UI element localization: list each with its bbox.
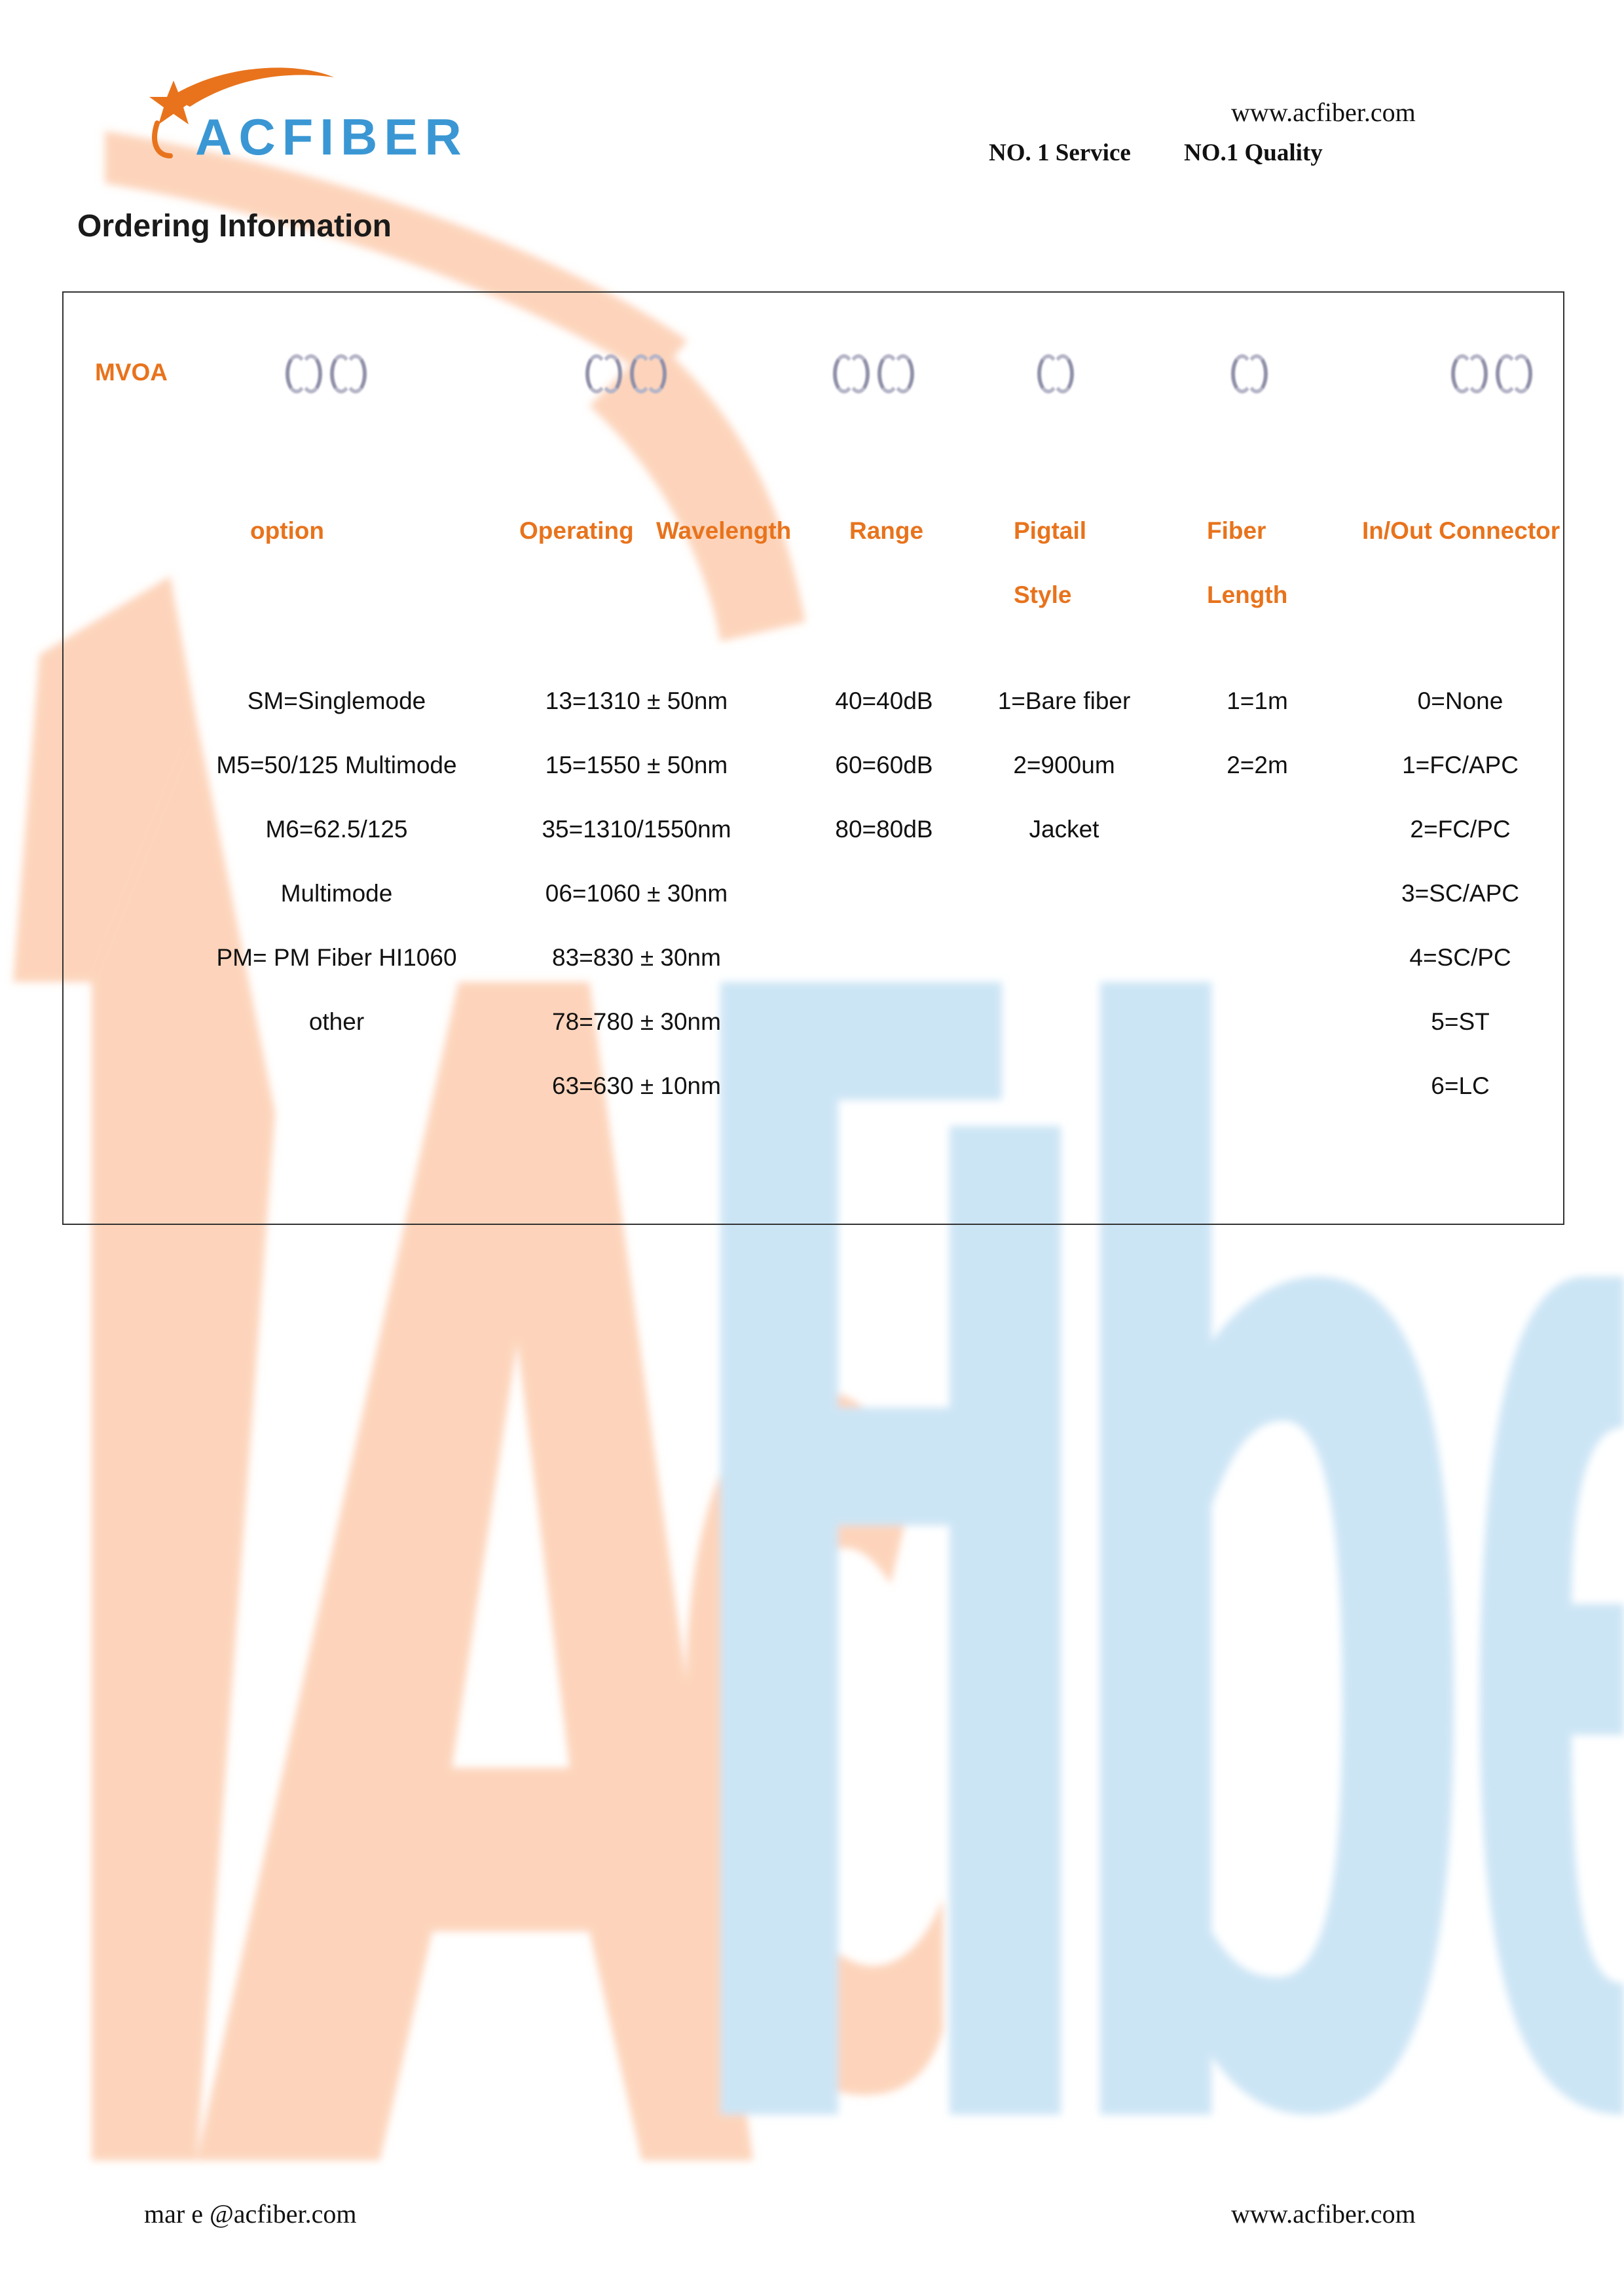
fiber-length-item: 2=2m [1227, 752, 1288, 778]
option-item: Multimode [280, 880, 393, 907]
slot-paren-icon [1228, 350, 1270, 391]
wavelength-item: 63=630 ± 10nm [552, 1072, 721, 1099]
slogan-service: NO. 1 Service [989, 139, 1131, 166]
connector-item: 2=FC/PC [1410, 816, 1511, 843]
header-operating: Operating [519, 517, 634, 544]
slot-group-connector [1449, 350, 1535, 396]
slot-paren-icon [627, 350, 669, 391]
connector-item: 5=ST [1431, 1008, 1490, 1035]
header-wavelength: Wavelength [656, 517, 792, 544]
slot-paren-icon [327, 350, 369, 391]
slot-paren-icon [1493, 350, 1535, 391]
pigtail-item: Jacket [1029, 816, 1099, 843]
connector-item: 4=SC/PC [1409, 944, 1511, 971]
range-item: 40=40dB [835, 687, 933, 714]
option-item: M5=50/125 Multimode [216, 752, 457, 778]
slot-paren-icon [1449, 350, 1490, 391]
logo-text: ACFIBER [195, 108, 468, 166]
option-item: SM=Singlemode [247, 687, 426, 714]
wavelength-item: 15=1550 ± 50nm [545, 752, 728, 778]
slot-group-option [283, 350, 369, 396]
header-range: Range [849, 517, 924, 544]
connector-item: 0=None [1417, 687, 1504, 714]
footer-website: www.acfiber.com [1231, 2199, 1416, 2229]
connector-item: 1=FC/APC [1402, 752, 1519, 778]
slot-group-fiber-length [1228, 350, 1270, 396]
header-fiber: Fiber [1207, 517, 1266, 544]
slogan-quality: NO.1 Quality [1184, 139, 1323, 166]
slot-paren-icon [875, 350, 917, 391]
option-item: M6=62.5/125 [265, 816, 408, 843]
slot-group-pigtail [1035, 350, 1077, 396]
wavelength-item: 35=1310/1550nm [542, 816, 731, 843]
range-item: 60=60dB [835, 752, 933, 778]
header-length: Length [1207, 581, 1288, 608]
option-item: other [308, 1008, 365, 1035]
acfiber-logo [144, 58, 485, 175]
slot-group-range [830, 350, 917, 396]
slot-group-wavelength [583, 350, 669, 396]
header-pigtail: Pigtail [1014, 517, 1087, 544]
footer-email: mar e @acfiber.com [144, 2199, 357, 2229]
part-prefix: MVOA [95, 359, 168, 386]
slot-paren-icon [830, 350, 872, 391]
connector-item: 6=LC [1431, 1072, 1490, 1099]
slot-paren-icon [283, 350, 325, 391]
wavelength-item: 83=830 ± 30nm [552, 944, 721, 971]
header-option: option [250, 517, 325, 544]
wavelength-item: 06=1060 ± 30nm [545, 880, 728, 907]
section-title: Ordering Information [77, 209, 392, 244]
slot-paren-icon [583, 350, 625, 391]
wavelength-item: 78=780 ± 30nm [552, 1008, 721, 1035]
header-in-out-connector: In/Out Connector [1362, 517, 1560, 544]
pigtail-item: 2=900um [1013, 752, 1115, 778]
fiber-length-item: 1=1m [1227, 687, 1288, 714]
range-item: 80=80dB [835, 816, 933, 843]
pigtail-item: 1=Bare fiber [997, 687, 1131, 714]
option-item: PM= PM Fiber HI1060 [216, 944, 457, 971]
slot-paren-icon [1035, 350, 1077, 391]
header-website: www.acfiber.com [1231, 98, 1416, 127]
header-style: Style [1014, 581, 1072, 608]
connector-item: 3=SC/APC [1401, 880, 1519, 907]
wavelength-item: 13=1310 ± 50nm [545, 687, 728, 714]
